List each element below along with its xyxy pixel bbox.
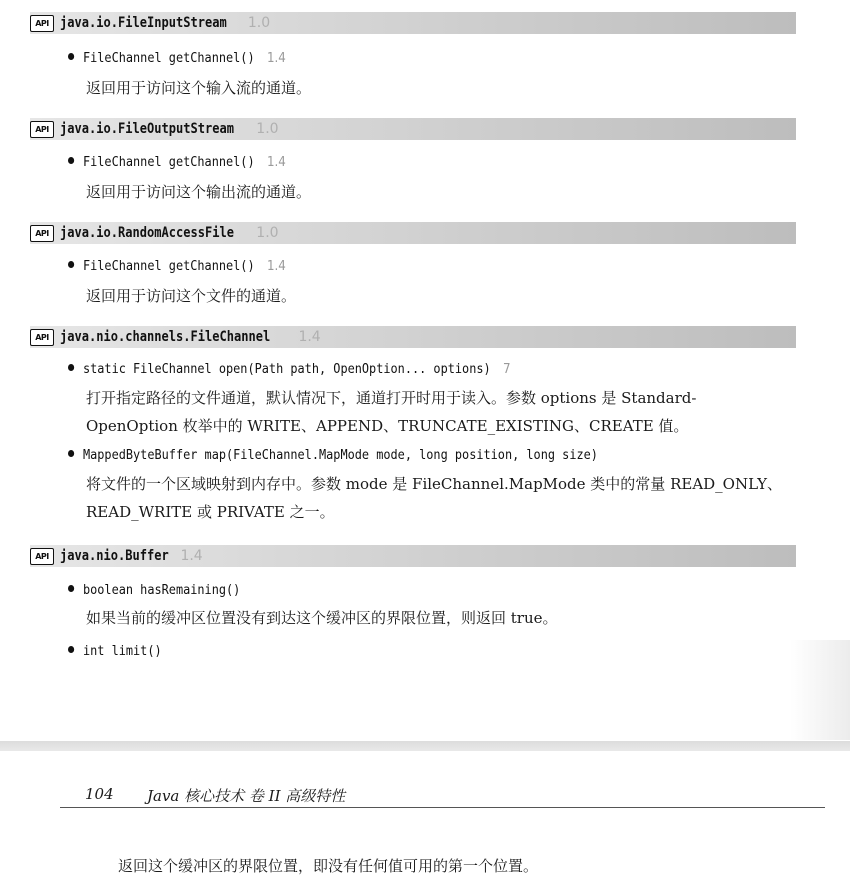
method-description: OpenOption 枚举中的 WRITE、APPEND、TRUNCATE_EXISTING、CREATE 值。 — [86, 417, 689, 435]
bullet-icon — [68, 450, 74, 457]
method-description: 如果当前的缓冲区位置没有到达这个缓冲区的界限位置，则返回 true。 — [86, 609, 558, 627]
bullet-icon — [68, 646, 74, 653]
footer-rule — [60, 807, 825, 808]
class-version: 1.0 — [256, 121, 279, 137]
page-divider — [0, 741, 850, 751]
api-badge-icon: API — [30, 548, 54, 565]
method-signature: static FileChannel open(Path path, OpenOption... options) 7 — [68, 361, 511, 377]
bullet-icon — [68, 157, 74, 164]
page-shadow — [790, 640, 850, 740]
method-description: 返回用于访问这个输入流的通道。 — [86, 79, 312, 97]
api-header-filechannel — [30, 326, 796, 348]
api-badge-icon: API — [30, 121, 54, 138]
method-description: 返回用于访问这个文件的通道。 — [86, 287, 297, 305]
api-badge-icon: API — [30, 15, 54, 32]
bullet-icon — [68, 261, 74, 268]
method-description: 将文件的一个区域映射到内存中。参数 mode 是 FileChannel.MapMode 类中的常量 READ_ONLY、 — [86, 475, 783, 493]
method-description: READ_WRITE 或 PRIVATE 之一。 — [86, 503, 335, 521]
api-badge-icon: API — [30, 225, 54, 242]
api-header-buffer — [30, 545, 796, 567]
class-name: java.io.FileInputStream — [60, 15, 227, 31]
class-name: java.nio.Buffer — [60, 548, 169, 564]
api-header-fileinputstream — [30, 12, 796, 34]
page-number: 104 — [85, 785, 114, 803]
api-badge-icon: API — [30, 329, 54, 346]
method-signature: FileChannel getChannel() 1.4 — [68, 154, 286, 170]
method-signature: FileChannel getChannel() 1.4 — [68, 50, 286, 66]
class-version: 1.4 — [298, 329, 321, 345]
method-signature: MappedByteBuffer map(FileChannel.MapMode mode, long position, long size) — [68, 447, 598, 463]
bullet-icon — [68, 364, 74, 371]
method-signature: FileChannel getChannel() 1.4 — [68, 258, 286, 274]
method-signature: boolean hasRemaining() — [68, 582, 240, 598]
book-title: Java 核心技术 卷 II 高级特性 — [147, 787, 346, 805]
bullet-icon — [68, 53, 74, 60]
bullet-icon — [68, 585, 74, 592]
class-name: java.io.RandomAccessFile — [60, 225, 234, 241]
api-header-fileoutputstream — [30, 118, 796, 140]
class-version: 1.0 — [247, 15, 271, 31]
continuation-text: 返回这个缓冲区的界限位置，即没有任何值可用的第一个位置。 — [118, 857, 539, 875]
class-name: java.nio.channels.FileChannel — [60, 329, 271, 345]
method-signature: int limit() — [68, 643, 162, 659]
class-version: 1.4 — [180, 548, 203, 564]
api-header-randomaccessfile — [30, 222, 796, 244]
method-description: 打开指定路径的文件通道，默认情况下，通道打开时用于读入。参数 options 是 Standard- — [86, 389, 697, 407]
method-description: 返回用于访问这个输出流的通道。 — [86, 183, 312, 201]
class-version: 1.0 — [256, 225, 279, 241]
class-name: java.io.FileOutputStream — [60, 121, 234, 137]
